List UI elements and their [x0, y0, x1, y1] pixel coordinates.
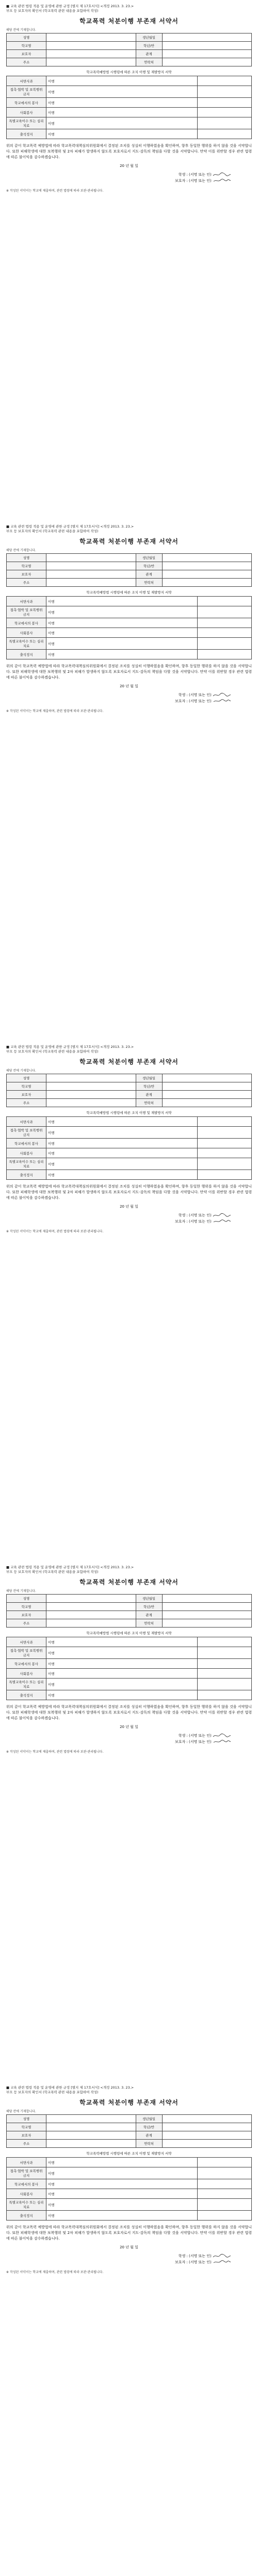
signature-student: 학생 : (서명 또는 인) — [6, 692, 231, 698]
guardian-value — [46, 2131, 136, 2140]
label-address: 주소 — [7, 2140, 46, 2148]
form-footer: ※ 작성된 서약서는 학교에 제출하며, 관련 법령에 따라 보관·관리됩니다. — [6, 2270, 104, 2274]
form-footer: ※ 작성된 서약서는 학교에 제출하며, 관련 법령에 따라 보관·관리됩니다. — [6, 1230, 104, 1233]
header-line-1: ■ 교육 관련 법령 적용 및 운영에 관한 규정 [별지 제 17호서식] <개정 2013. 3. 23.> — [6, 1045, 134, 1049]
label-phone: 연락처 — [136, 1619, 162, 1628]
label-guardian: 보호자 — [7, 1091, 46, 1099]
phone-value — [162, 58, 252, 66]
item-row — [7, 1647, 252, 1659]
item-label: 출석정지 — [7, 2211, 46, 2221]
student-name-value — [46, 554, 136, 562]
item-value: 이행 — [46, 1127, 198, 1139]
item-row — [7, 1690, 252, 1700]
signature-scribble-icon — [213, 1213, 231, 1218]
item-label: 서면사과 — [7, 2158, 46, 2167]
item-label: 출석정지 — [7, 650, 46, 659]
item-value: 이행 — [46, 76, 198, 86]
item-row — [7, 618, 252, 628]
item-label: 학교에서의 봉사 — [7, 1139, 46, 1148]
pledge-date: 20 년 월 일 — [120, 684, 138, 688]
signature-student: 학생 : (서명 또는 인) — [6, 172, 231, 178]
item-value: 이행 — [46, 1158, 198, 1170]
item-row — [7, 606, 252, 618]
item-row — [7, 638, 252, 650]
item-value: 이행 — [46, 108, 198, 117]
section-label: 학교폭력예방법 시행령에 따른 조치 이행 및 재발방지 서약 — [86, 1631, 172, 1635]
birth-value — [162, 33, 252, 42]
form-header — [6, 1565, 252, 1574]
header-line-1: ■ 교육 관련 법령 적용 및 운영에 관한 규정 [별지 제 17호서식] <개정 2013. 3. 23.> — [6, 2086, 134, 2090]
signature-scribble-icon — [213, 178, 231, 183]
item-row — [7, 628, 252, 638]
form-page — [0, 1561, 258, 2081]
phone-value — [162, 2140, 252, 2148]
label-student-name: 성명 — [7, 1074, 46, 1082]
grade-value — [162, 42, 252, 50]
item-value: 이행 — [46, 117, 198, 129]
address-value — [46, 1099, 136, 1107]
item-label: 서면사과 — [7, 1637, 46, 1647]
form-page — [0, 1041, 258, 1561]
signature-scribble-icon — [213, 699, 231, 704]
item-label: 학교에서의 봉사 — [7, 1659, 46, 1669]
item-value: 이행 — [46, 1659, 198, 1669]
pledge-body: 위의 같이 학교폭력 예방법에 따라 학교폭력대책심의위원회에서 결정된 조치를 성실히 이행하였음을 확인하며, 향후 동일한 행위를 하지 않을 것을 서약합니다. 또한 피해학생에 대한 보복행위 및 2차 피해가 발생하지 않도록 보호자로서 지도·감독의 책임을 다할 것을 서약합니다. 만약 이를 위반할 경우 관련 법령에 따른 불이익을 감수하겠습니다. — [6, 144, 252, 159]
item-value: 이행 — [46, 1148, 198, 1158]
label-grade: 학년/반 — [136, 1082, 162, 1091]
guardian-value — [46, 1091, 136, 1099]
address-value — [46, 58, 136, 66]
item-label: 서면사과 — [7, 1117, 46, 1127]
label-school: 학교명 — [7, 562, 46, 570]
label-grade: 학년/반 — [136, 42, 162, 50]
item-value: 이행 — [46, 2167, 198, 2179]
item-value: 이행 — [46, 2179, 198, 2189]
label-relation: 관계 — [136, 570, 162, 579]
phone-value — [162, 1619, 252, 1628]
item-row — [7, 1637, 252, 1647]
item-label: 특별교육이수 또는 심리치료 — [7, 638, 46, 650]
signature-guardian: 보호자 : (서명 또는 인) — [6, 178, 231, 184]
signature-guardian: 보호자 : (서명 또는 인) — [6, 1739, 231, 1745]
item-note — [198, 2167, 252, 2179]
item-label: 서면사과 — [7, 76, 46, 86]
item-label: 특별교육이수 또는 심리치료 — [7, 1158, 46, 1170]
item-note — [198, 1659, 252, 1669]
item-note — [198, 597, 252, 606]
top-note: 해당 칸에 기재합니다. — [6, 28, 36, 32]
item-value: 이행 — [46, 2199, 198, 2211]
label-relation: 관계 — [136, 50, 162, 58]
relation-value — [162, 1091, 252, 1099]
item-note — [198, 1148, 252, 1158]
label-birth: 생년월일 — [136, 1074, 162, 1082]
label-relation: 관계 — [136, 1611, 162, 1619]
label-guardian: 보호자 — [7, 50, 46, 58]
item-note — [198, 1679, 252, 1690]
item-note — [198, 117, 252, 129]
pledge-body: 위의 같이 학교폭력 예방법에 따라 학교폭력대책심의위원회에서 결정된 조치를 성실히 이행하였음을 확인하며, 향후 동일한 행위를 하지 않을 것을 서약합니다. 또한 피해학생에 대한 보복행위 및 2차 피해가 발생하지 않도록 보호자로서 지도·감독의 책임을 다할 것을 서약합니다. 만약 이를 위반할 경우 관련 법령에 따른 불이익을 감수하겠습니다. — [6, 1705, 252, 1720]
item-note — [198, 1139, 252, 1148]
item-row — [7, 2199, 252, 2211]
label-school: 학교명 — [7, 1603, 46, 1611]
item-note — [198, 1127, 252, 1139]
signature-scribble-icon — [213, 1733, 231, 1738]
top-note: 해당 칸에 기재합니다. — [6, 549, 36, 552]
item-row — [7, 2179, 252, 2189]
section-label: 학교폭력예방법 시행령에 따른 조치 이행 및 재발방지 서약 — [86, 1111, 172, 1115]
student-name-value — [46, 33, 136, 42]
school-value — [46, 2123, 136, 2131]
label-address: 주소 — [7, 579, 46, 587]
signature-scribble-icon — [213, 1219, 231, 1224]
item-row — [7, 1127, 252, 1139]
signature-scribble-icon — [213, 2253, 231, 2259]
item-label: 특별교육이수 또는 심리치료 — [7, 2199, 46, 2211]
birth-value — [162, 1074, 252, 1082]
label-phone: 연락처 — [136, 2140, 162, 2148]
items-table — [6, 596, 252, 659]
school-value — [46, 1603, 136, 1611]
school-value — [46, 42, 136, 50]
form-title: 학교폭력 처분이행 부존재 서약서 — [79, 1579, 179, 1586]
item-label: 학교에서의 봉사 — [7, 618, 46, 628]
form-title: 학교폭력 처분이행 부존재 서약서 — [79, 2099, 179, 2106]
item-row — [7, 597, 252, 606]
info-table — [6, 1074, 252, 1107]
item-row — [7, 2158, 252, 2167]
phone-value — [162, 1099, 252, 1107]
header-line-1: ■ 교육 관련 법령 적용 및 운영에 관한 규정 [별지 제 17호서식] <개정 2013. 3. 23.> — [6, 4, 134, 8]
label-school: 학교명 — [7, 1082, 46, 1091]
item-value: 이행 — [46, 638, 198, 650]
form-header — [6, 2086, 252, 2095]
item-row — [7, 1117, 252, 1127]
item-note — [198, 638, 252, 650]
item-row — [7, 117, 252, 129]
item-value: 이행 — [46, 1117, 198, 1127]
grade-value — [162, 1082, 252, 1091]
item-row — [7, 2167, 252, 2179]
label-guardian: 보호자 — [7, 1611, 46, 1619]
item-note — [198, 1647, 252, 1659]
label-grade: 학년/반 — [136, 1603, 162, 1611]
item-label: 접촉·협박 및 보복행위 금지 — [7, 1647, 46, 1659]
info-table — [6, 553, 252, 587]
label-address: 주소 — [7, 1619, 46, 1628]
label-school: 학교명 — [7, 42, 46, 50]
item-label: 사회봉사 — [7, 1669, 46, 1679]
top-note: 해당 칸에 기재합니다. — [6, 1069, 36, 1073]
item-label: 출석정지 — [7, 129, 46, 139]
label-birth: 생년월일 — [136, 33, 162, 42]
signature-guardian: 보호자 : (서명 또는 인) — [6, 698, 231, 704]
item-note — [198, 2158, 252, 2167]
item-label: 사회봉사 — [7, 108, 46, 117]
item-value: 이행 — [46, 2158, 198, 2167]
label-phone: 연락처 — [136, 58, 162, 66]
item-note — [198, 86, 252, 98]
item-label: 접촉·협박 및 보복행위 금지 — [7, 2167, 46, 2179]
item-note — [198, 628, 252, 638]
item-note — [198, 606, 252, 618]
item-row — [7, 2211, 252, 2221]
label-birth: 생년월일 — [136, 2115, 162, 2123]
item-value: 이행 — [46, 2189, 198, 2199]
item-value: 이행 — [46, 2211, 198, 2221]
school-value — [46, 1082, 136, 1091]
birth-value — [162, 2115, 252, 2123]
guardian-value — [46, 570, 136, 579]
item-value: 이행 — [46, 1170, 198, 1180]
birth-value — [162, 554, 252, 562]
label-phone: 연락처 — [136, 579, 162, 587]
label-student-name: 성명 — [7, 33, 46, 42]
label-birth: 생년월일 — [136, 1595, 162, 1603]
label-address: 주소 — [7, 58, 46, 66]
item-value: 이행 — [46, 628, 198, 638]
pledge-body: 위의 같이 학교폭력 예방법에 따라 학교폭력대책심의위원회에서 결정된 조치를 성실히 이행하였음을 확인하며, 향후 동일한 행위를 하지 않을 것을 서약합니다. 또한 피해학생에 대한 보복행위 및 2차 피해가 발생하지 않도록 보호자로서 지도·감독의 책임을 다할 것을 서약합니다. 만약 이를 위반할 경우 관련 법령에 따른 불이익을 감수하겠습니다. — [6, 664, 252, 680]
info-table — [6, 2114, 252, 2148]
item-value: 이행 — [46, 1690, 198, 1700]
item-note — [198, 2211, 252, 2221]
items-table — [6, 2157, 252, 2221]
item-row — [7, 98, 252, 108]
item-label: 접촉·협박 및 보복행위 금지 — [7, 86, 46, 98]
signature-student: 학생 : (서명 또는 인) — [6, 2253, 231, 2259]
label-student-name: 성명 — [7, 554, 46, 562]
header-line-2: 부모 등 보호자의 확인서 (학교폭력 관련 내용을 포함하여 작성) — [6, 2090, 99, 2094]
grade-value — [162, 1603, 252, 1611]
form-page — [0, 2081, 258, 2576]
item-label: 출석정지 — [7, 1170, 46, 1180]
student-name-value — [46, 2115, 136, 2123]
item-row — [7, 1158, 252, 1170]
form-header — [6, 1045, 252, 1054]
items-table — [6, 1637, 252, 1700]
top-note: 해당 칸에 기재합니다. — [6, 1589, 36, 1593]
item-note — [198, 129, 252, 139]
item-row — [7, 86, 252, 98]
form-footer: ※ 작성된 서약서는 학교에 제출하며, 관련 법령에 따라 보관·관리됩니다. — [6, 709, 104, 713]
item-label: 학교에서의 봉사 — [7, 2179, 46, 2189]
item-label: 접촉·협박 및 보복행위 금지 — [7, 1127, 46, 1139]
info-table — [6, 33, 252, 66]
section-label: 학교폭력예방법 시행령에 따른 조치 이행 및 재발방지 서약 — [86, 70, 172, 74]
guardian-value — [46, 50, 136, 58]
item-label: 사회봉사 — [7, 628, 46, 638]
header-line-1: ■ 교육 관련 법령 적용 및 운영에 관한 규정 [별지 제 17호서식] <개정 2013. 3. 23.> — [6, 524, 134, 529]
pledge-date: 20 년 월 일 — [120, 164, 138, 168]
address-value — [46, 1619, 136, 1628]
item-note — [198, 2179, 252, 2189]
pledge-date: 20 년 월 일 — [120, 1205, 138, 1209]
form-header — [6, 4, 252, 13]
signature-guardian: 보호자 : (서명 또는 인) — [6, 2259, 231, 2265]
item-row — [7, 1170, 252, 1180]
item-note — [198, 1117, 252, 1127]
item-value: 이행 — [46, 650, 198, 659]
form-page — [0, 520, 258, 1041]
item-value: 이행 — [46, 606, 198, 618]
label-relation: 관계 — [136, 2131, 162, 2140]
pledge-body: 위의 같이 학교폭력 예방법에 따라 학교폭력대책심의위원회에서 결정된 조치를 성실히 이행하였음을 확인하며, 향후 동일한 행위를 하지 않을 것을 서약합니다. 또한 피해학생에 대한 보복행위 및 2차 피해가 발생하지 않도록 보호자로서 지도·감독의 책임을 다할 것을 서약합니다. 만약 이를 위반할 경우 관련 법령에 따른 불이익을 감수하겠습니다. — [6, 1184, 252, 1200]
signature-guardian: 보호자 : (서명 또는 인) — [6, 1218, 231, 1225]
items-table — [6, 1116, 252, 1180]
label-birth: 생년월일 — [136, 554, 162, 562]
item-label: 특별교육이수 또는 심리치료 — [7, 117, 46, 129]
item-row — [7, 650, 252, 659]
item-value: 이행 — [46, 1647, 198, 1659]
item-value: 이행 — [46, 86, 198, 98]
item-label: 접촉·협박 및 보복행위 금지 — [7, 606, 46, 618]
item-row — [7, 76, 252, 86]
item-value: 이행 — [46, 618, 198, 628]
form-footer: ※ 작성된 서약서는 학교에 제출하며, 관련 법령에 따라 보관·관리됩니다. — [6, 189, 104, 193]
item-note — [198, 76, 252, 86]
item-note — [198, 1170, 252, 1180]
item-row — [7, 1139, 252, 1148]
item-row — [7, 1148, 252, 1158]
item-note — [198, 1637, 252, 1647]
signature-student: 학생 : (서명 또는 인) — [6, 1212, 231, 1218]
label-student-name: 성명 — [7, 1595, 46, 1603]
item-row — [7, 2189, 252, 2199]
signature-scribble-icon — [213, 172, 231, 177]
label-grade: 학년/반 — [136, 562, 162, 570]
item-value: 이행 — [46, 1679, 198, 1690]
form-footer: ※ 작성된 서약서는 학교에 제출하며, 관련 법령에 따라 보관·관리됩니다. — [6, 1750, 104, 1754]
item-value: 이행 — [46, 1139, 198, 1148]
student-name-value — [46, 1074, 136, 1082]
grade-value — [162, 2123, 252, 2131]
item-row — [7, 1669, 252, 1679]
signature-block — [6, 1733, 231, 1745]
pledge-date: 20 년 월 일 — [120, 2245, 138, 2249]
signature-block — [6, 2253, 231, 2265]
address-value — [46, 2140, 136, 2148]
top-note: 해당 칸에 기재합니다. — [6, 2110, 36, 2113]
label-grade: 학년/반 — [136, 2123, 162, 2131]
signature-block — [6, 692, 231, 704]
item-label: 출석정지 — [7, 1690, 46, 1700]
header-line-2: 부모 등 보호자의 확인서 (학교폭력 관련 내용을 포함하여 작성) — [6, 9, 99, 13]
item-row — [7, 129, 252, 139]
signature-scribble-icon — [213, 692, 231, 698]
item-label: 사회봉사 — [7, 2189, 46, 2199]
section-label: 학교폭력예방법 시행령에 따른 조치 이행 및 재발방지 서약 — [86, 2151, 172, 2156]
item-note — [198, 1690, 252, 1700]
item-note — [198, 1158, 252, 1170]
address-value — [46, 579, 136, 587]
form-page — [0, 0, 258, 520]
item-note — [198, 2189, 252, 2199]
header-line-1: ■ 교육 관련 법령 적용 및 운영에 관한 규정 [별지 제 17호서식] <개정 2013. 3. 23.> — [6, 1565, 134, 1569]
relation-value — [162, 570, 252, 579]
item-value: 이행 — [46, 1637, 198, 1647]
pledge-date: 20 년 월 일 — [120, 1725, 138, 1729]
item-label: 사회봉사 — [7, 1148, 46, 1158]
item-note — [198, 1669, 252, 1679]
label-guardian: 보호자 — [7, 570, 46, 579]
grade-value — [162, 562, 252, 570]
label-phone: 연락처 — [136, 1099, 162, 1107]
item-value: 이행 — [46, 597, 198, 606]
item-note — [198, 108, 252, 117]
item-label: 학교에서의 봉사 — [7, 98, 46, 108]
birth-value — [162, 1595, 252, 1603]
items-table — [6, 76, 252, 139]
school-value — [46, 562, 136, 570]
signature-student: 학생 : (서명 또는 인) — [6, 1733, 231, 1739]
signature-scribble-icon — [213, 2260, 231, 2265]
form-title: 학교폭력 처분이행 부존재 서약서 — [79, 1058, 179, 1065]
label-guardian: 보호자 — [7, 2131, 46, 2140]
item-note — [198, 2199, 252, 2211]
header-line-2: 부모 등 보호자의 확인서 (학교폭력 관련 내용을 포함하여 작성) — [6, 1570, 99, 1574]
pledge-body: 위의 같이 학교폭력 예방법에 따라 학교폭력대책심의위원회에서 결정된 조치를 성실히 이행하였음을 확인하며, 향후 동일한 행위를 하지 않을 것을 서약합니다. 또한 피해학생에 대한 보복행위 및 2차 피해가 발생하지 않도록 보호자로서 지도·감독의 책임을 다할 것을 서약합니다. 만약 이를 위반할 경우 관련 법령에 따른 불이익을 감수하겠습니다. — [6, 2225, 252, 2241]
item-note — [198, 98, 252, 108]
section-label: 학교폭력예방법 시행령에 따른 조치 이행 및 재발방지 서약 — [86, 590, 172, 595]
item-label: 특별교육이수 또는 심리치료 — [7, 1679, 46, 1690]
item-row — [7, 1679, 252, 1690]
item-value: 이행 — [46, 129, 198, 139]
header-line-2: 부모 등 보호자의 확인서 (학교폭력 관련 내용을 포함하여 작성) — [6, 529, 99, 533]
label-student-name: 성명 — [7, 2115, 46, 2123]
signature-scribble-icon — [213, 1739, 231, 1744]
label-relation: 관계 — [136, 1091, 162, 1099]
item-note — [198, 650, 252, 659]
item-row — [7, 108, 252, 117]
item-note — [198, 618, 252, 628]
item-label: 서면사과 — [7, 597, 46, 606]
relation-value — [162, 50, 252, 58]
item-row — [7, 1659, 252, 1669]
form-title: 학교폭력 처분이행 부존재 서약서 — [79, 18, 179, 25]
label-address: 주소 — [7, 1099, 46, 1107]
guardian-value — [46, 1611, 136, 1619]
item-value: 이행 — [46, 98, 198, 108]
info-table — [6, 1594, 252, 1628]
phone-value — [162, 579, 252, 587]
signature-block — [6, 172, 231, 184]
header-line-2: 부모 등 보호자의 확인서 (학교폭력 관련 내용을 포함하여 작성) — [6, 1049, 99, 1054]
student-name-value — [46, 1595, 136, 1603]
relation-value — [162, 1611, 252, 1619]
item-value: 이행 — [46, 1669, 198, 1679]
label-school: 학교명 — [7, 2123, 46, 2131]
signature-block — [6, 1212, 231, 1225]
form-title: 학교폭력 처분이행 부존재 서약서 — [79, 538, 179, 545]
relation-value — [162, 2131, 252, 2140]
form-header — [6, 524, 252, 534]
